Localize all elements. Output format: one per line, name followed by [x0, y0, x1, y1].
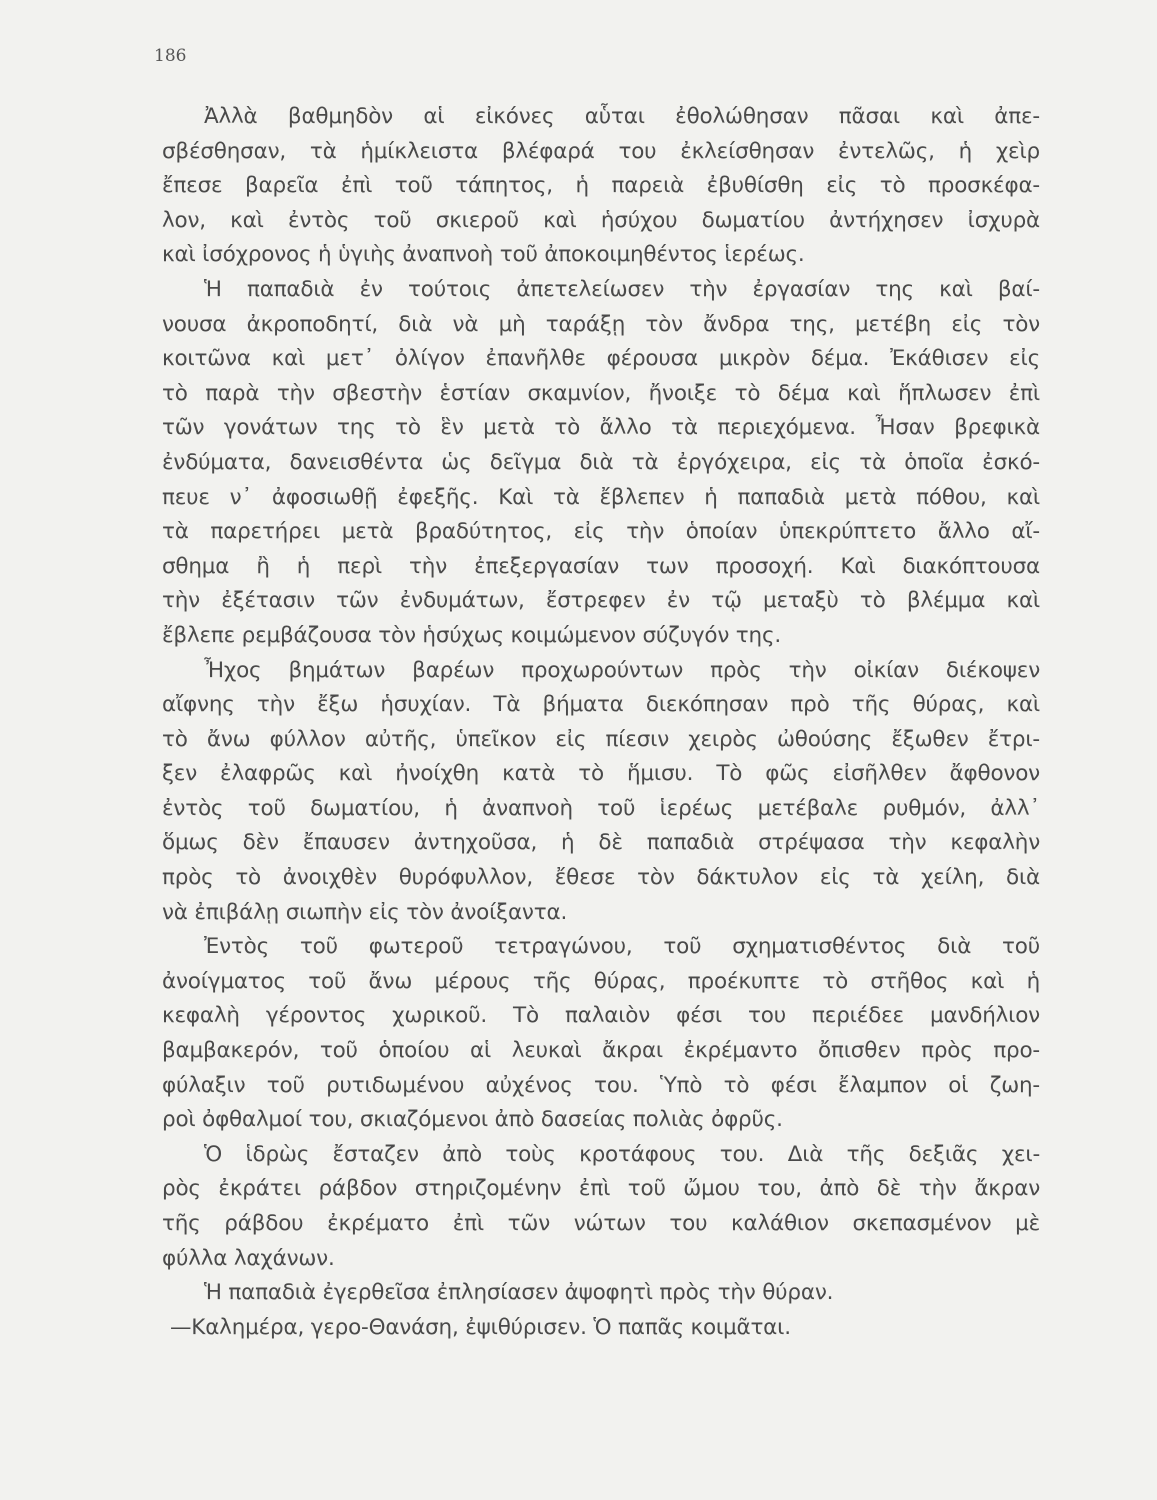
text-line: τὸ παρὰ τὴν σβεστὴν ἑστίαν σκαμνίον, ἤνοιξε τὸ δέμα καὶ ἥπλωσεν ἐπὶ — [162, 380, 1040, 406]
text-line: νουσα ἀκροποδητί, διὰ νὰ μὴ ταράξῃ τὸν ἄνδρα της, μετέβη εἰς τὸν — [162, 311, 1040, 337]
text-line: βαμβακερόν, τοῦ ὁποίου αἱ λευκαὶ ἄκραι ἐκρέμαντο ὄπισθεν πρὸς προ- — [162, 1038, 1040, 1064]
text-line: ἔβλεπε ρεμβάζουσα τὸν ἡσύχως κοιμώμενον σύζυγόν της. — [162, 622, 782, 648]
text-line: κοιτῶνα καὶ μετ᾽ ὀλίγον ἐπανῆλθε φέρουσα μικρὸν δέμα. Ἐκάθισεν εἰς — [162, 346, 1040, 372]
paragraph — [162, 100, 1040, 273]
text-line: ἔπεσε βαρεῖα ἐπὶ τοῦ τάπητος, ἡ παρειὰ ἐβυθίσθη εἰς τὸ προσκέφα- — [162, 173, 1040, 199]
text-line: Ὁ ἱδρὼς ἔσταζεν ἀπὸ τοὺς κροτάφους του. Διὰ τῆς δεξιᾶς χει- — [204, 1141, 1040, 1167]
text-line: νὰ ἐπιβάλῃ σιωπὴν εἰς τὸν ἀνοίξαντα. — [162, 899, 568, 925]
text-line: ἀνοίγματος τοῦ ἄνω μέρους τῆς θύρας, προέκυπτε τὸ στῆθος καὶ ἡ — [162, 968, 1040, 994]
text-line: ροὶ ὀφθαλμοί του, σκιαζόμενοι ἀπὸ δασείας πολιὰς ὀφρῦς. — [162, 1107, 783, 1133]
text-line: Ἡ παπαδιὰ ἐν τούτοις ἀπετελείωσεν τὴν ἐργασίαν της καὶ βαί- — [204, 276, 1040, 302]
text-line: φύλλα λαχάνων. — [162, 1245, 335, 1271]
text-line: ἐνδύματα, δανεισθέντα ὡς δεῖγμα διὰ τὰ ἐργόχειρα, εἰς τὰ ὁποῖα ἐσκό- — [162, 449, 1040, 475]
text-line: τῆς ράβδου ἐκρέματο ἐπὶ τῶν νώτων του καλάθιον σκεπασμένον μὲ — [162, 1211, 1040, 1236]
text-line: σβέσθησαν, τὰ ἡμίκλειστα βλέφαρά του ἐκλείσθησαν ἐντελῶς, ἡ χεὶρ — [162, 138, 1040, 164]
text-line: ὅμως δὲν ἔπαυσεν ἀντηχοῦσα, ἡ δὲ παπαδιὰ στρέψασα τὴν κεφαλὴν — [162, 830, 1040, 856]
text-line: τὰ παρετήρει μετὰ βραδύτητος, εἰς τὴν ὁποίαν ὑπεκρύπτετο ἄλλο αἴ- — [162, 519, 1040, 545]
paragraph — [162, 1311, 1040, 1346]
text-line: Ἐντὸς τοῦ φωτεροῦ τετραγώνου, τοῦ σχηματισθέντος διὰ τοῦ — [204, 934, 1040, 960]
paragraph — [162, 930, 1040, 1138]
text-line: ξεν ἐλαφρῶς καὶ ἠνοίχθη κατὰ τὸ ἥμισυ. Τὸ φῶς εἰσῆλθεν ἄφθονον — [162, 761, 1040, 787]
text-line: πευε ν᾽ ἀφοσιωθῇ ἐφεξῆς. Καὶ τὰ ἔβλεπεν ἡ παπαδιὰ μετὰ πόθου, καὶ — [162, 484, 1040, 510]
text-line: Ἦχος βημάτων βαρέων προχωρούντων πρὸς τὴν οἰκίαν διέκοψεν — [204, 657, 1040, 683]
text-line: —Καλημέρα, γερο-Θανάση, ἐψιθύρισεν. Ὁ παπᾶς κοιμᾶται. — [170, 1314, 791, 1340]
text-line: κεφαλὴ γέροντος χωρικοῦ. Τὸ παλαιὸν φέσι του περιέδεε μανδήλιον — [162, 1003, 1040, 1029]
text-line: σθημα ἢ ἡ περὶ τὴν ἐπεξεργασίαν των προσοχή. Καὶ διακόπτουσα — [162, 553, 1040, 579]
text-line: τὴν ἐξέτασιν τῶν ἐνδυμάτων, ἔστρεφεν ἐν τῷ μεταξὺ τὸ βλέμμα καὶ — [162, 588, 1040, 614]
text-line: τὸ ἄνω φύλλον αὐτῆς, ὑπεῖκον εἰς πίεσιν χειρὸς ὠθούσης ἔξωθεν ἔτρι- — [162, 726, 1040, 752]
text-line: ἐντὸς τοῦ δωματίου, ἡ ἀναπνοὴ τοῦ ἱερέως μετέβαλε ρυθμόν, ἀλλ᾽ — [162, 795, 1040, 821]
text-line: φύλαξιν τοῦ ρυτιδωμένου αὐχένος του. Ὑπὸ τὸ φέσι ἔλαμπον οἱ ζωη- — [162, 1072, 1040, 1098]
paragraph — [162, 1276, 1040, 1311]
text-line: λον, καὶ ἐντὸς τοῦ σκιεροῦ καὶ ἡσύχου δωματίου ἀντήχησεν ἰσχυρὰ — [162, 207, 1040, 233]
page-number: 186 — [154, 46, 187, 66]
text-line: Ἡ παπαδιὰ ἐγερθεῖσα ἐπλησίασεν ἀψοφητὶ πρὸς τὴν θύραν. — [204, 1280, 834, 1306]
text-line: Ἀλλὰ βαθμηδὸν αἱ εἰκόνες αὗται ἐθολώθησαν πᾶσαι καὶ ἀπε- — [204, 104, 1040, 129]
text-line: ρὸς ἐκράτει ράβδον στηριζομένην ἐπὶ τοῦ ὤμου του, ἀπὸ δὲ τὴν ἄκραν — [162, 1176, 1040, 1202]
paragraph — [162, 1138, 1040, 1276]
text-line: τῶν γονάτων της τὸ ἓν μετὰ τὸ ἄλλο τὰ περιεχόμενα. Ἦσαν βρεφικὰ — [162, 415, 1040, 441]
text-line: καὶ ἰσόχρονος ἡ ὑγιὴς ἀναπνοὴ τοῦ ἀποκοιμηθέντος ἱερέως. — [162, 242, 805, 268]
body-text — [162, 100, 1040, 1345]
paragraph — [162, 273, 1040, 654]
paragraph — [162, 654, 1040, 931]
text-line: πρὸς τὸ ἀνοιχθὲν θυρόφυλλον, ἔθεσε τὸν δάκτυλον εἰς τὰ χείλη, διὰ — [162, 865, 1040, 891]
text-line: αἴφνης τὴν ἔξω ἡσυχίαν. Τὰ βήματα διεκόπησαν πρὸ τῆς θύρας, καὶ — [162, 692, 1040, 718]
